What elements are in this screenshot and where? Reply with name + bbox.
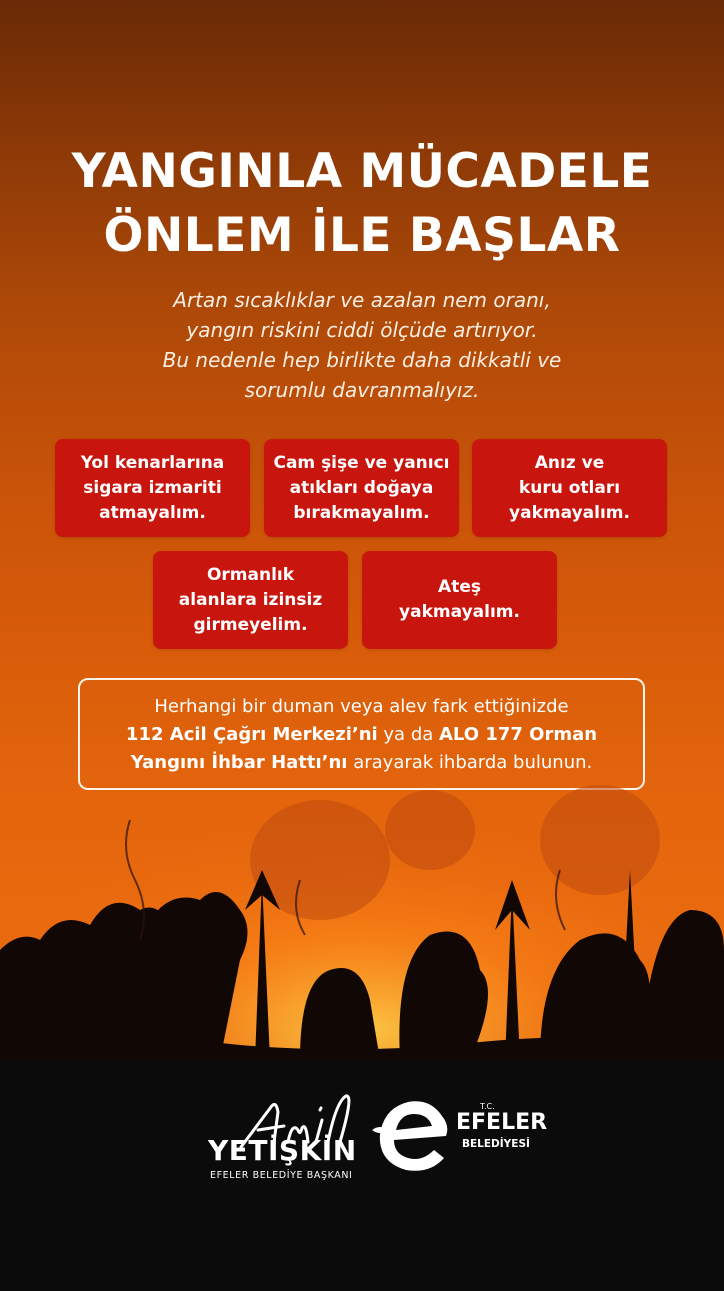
mayor-title: EFELER BELEDİYE BAŞKANI bbox=[210, 1170, 353, 1181]
precaution-card-forest-entry bbox=[153, 551, 348, 649]
precaution-card-stubble bbox=[472, 439, 667, 537]
precaution-card-text: Yol kenarlarına sigara izmariti atmayalım. bbox=[80, 452, 225, 523]
municipality-tc: T.C. bbox=[480, 1102, 495, 1111]
mayor-logo bbox=[198, 1090, 378, 1200]
precaution-card-text: Anız ve kuru otları yakmayalım. bbox=[509, 452, 630, 523]
intro-line-2: yangın riskini ciddi ölçüde artırıyor. bbox=[186, 318, 538, 342]
alo-177-label-a: ALO 177 Orman bbox=[439, 724, 598, 745]
intro-line-1: Artan sıcaklıklar ve azalan nem oranı, bbox=[173, 288, 551, 312]
municipality-name: EFELER bbox=[456, 1110, 548, 1135]
notice-line-1: Herhangi bir duman veya alev fark ettiğinizde bbox=[154, 696, 569, 717]
efeler-e-icon bbox=[370, 1096, 462, 1176]
precaution-card-text: Cam şişe ve yanıcı atıkları doğaya bırakmayalım. bbox=[273, 452, 450, 523]
title-line-2: ÖNLEM İLE BAŞLAR bbox=[103, 208, 621, 263]
intro-line-3: Bu nedenle hep birlikte daha dikkatli ve bbox=[162, 348, 562, 372]
precaution-card-cigarettes bbox=[55, 439, 250, 537]
municipality-sub: BELEDİYESİ bbox=[462, 1138, 530, 1150]
precaution-card-glass-waste bbox=[264, 439, 459, 537]
precaution-card-text: Ateş yakmayalım. bbox=[399, 577, 520, 622]
precaution-card-text: Ormanlık alanlara izinsiz girmeyelim. bbox=[178, 564, 323, 635]
municipality-logo bbox=[370, 1092, 550, 1182]
mayor-name: YETİŞKİN bbox=[208, 1134, 357, 1167]
emergency-112-label: 112 Acil Çağrı Merkezi’ni bbox=[125, 724, 378, 745]
notice-line-2 bbox=[80, 721, 643, 749]
precaution-card-no-fire bbox=[362, 551, 557, 649]
intro-line-4: sorumlu davranmalıyız. bbox=[244, 378, 480, 402]
page-title bbox=[0, 140, 724, 268]
footer-logos bbox=[0, 1080, 724, 1200]
notice-connector: ya da bbox=[377, 724, 439, 745]
title-line-1: YANGINLA MÜCADELE bbox=[71, 144, 653, 199]
intro-text bbox=[60, 285, 664, 405]
